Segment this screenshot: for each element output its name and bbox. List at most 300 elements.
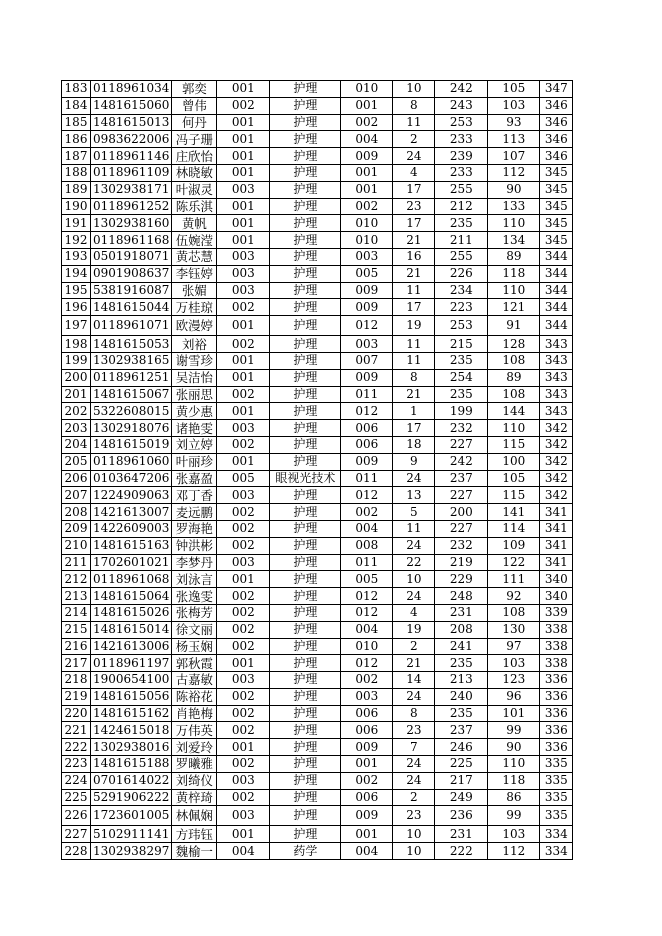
rank-cell: 218 xyxy=(62,672,91,689)
total-cell: 338 xyxy=(540,621,573,638)
seat-cell: 2 xyxy=(393,638,435,655)
name-cell: 麦远鹏 xyxy=(172,504,217,521)
major-cell: 护理 xyxy=(270,97,341,114)
seat-cell: 14 xyxy=(393,672,435,689)
major-cell: 护理 xyxy=(270,571,341,588)
room-cell: 004 xyxy=(341,131,393,148)
total-cell: 341 xyxy=(540,520,573,537)
score-b-cell: 118 xyxy=(488,265,540,282)
exam-id-cell: 1481615026 xyxy=(91,604,172,621)
room-cell: 009 xyxy=(341,148,393,165)
major-cell: 护理 xyxy=(270,369,341,386)
name-cell: 张逸雯 xyxy=(172,588,217,605)
exam-id-cell: 0118961109 xyxy=(91,164,172,181)
score-a-cell: 227 xyxy=(435,520,488,537)
rank-cell: 222 xyxy=(62,739,91,756)
total-cell: 340 xyxy=(540,588,573,605)
table-row xyxy=(62,148,573,165)
exam-id-cell: 0118961252 xyxy=(91,198,172,215)
score-b-cell: 113 xyxy=(488,131,540,148)
table-row xyxy=(62,688,573,705)
score-a-cell: 219 xyxy=(435,554,488,571)
exam-id-cell: 1302938165 xyxy=(91,352,172,369)
score-b-cell: 91 xyxy=(488,316,540,336)
total-cell: 344 xyxy=(540,316,573,336)
name-cell: 陈裕花 xyxy=(172,688,217,705)
total-cell: 347 xyxy=(540,81,573,98)
table-row xyxy=(62,705,573,722)
school-code-cell: 003 xyxy=(217,772,270,789)
name-cell: 张丽思 xyxy=(172,386,217,403)
major-cell: 护理 xyxy=(270,655,341,672)
room-cell: 010 xyxy=(341,81,393,98)
total-cell: 342 xyxy=(540,470,573,487)
rank-cell: 190 xyxy=(62,198,91,215)
seat-cell: 21 xyxy=(393,655,435,672)
room-cell: 010 xyxy=(341,232,393,249)
exam-id-cell: 1481615162 xyxy=(91,705,172,722)
major-cell: 护理 xyxy=(270,336,341,353)
score-a-cell: 254 xyxy=(435,369,488,386)
room-cell: 003 xyxy=(341,336,393,353)
name-cell: 冯子珊 xyxy=(172,131,217,148)
score-a-cell: 234 xyxy=(435,282,488,299)
total-cell: 336 xyxy=(540,705,573,722)
rank-cell: 206 xyxy=(62,470,91,487)
total-cell: 344 xyxy=(540,248,573,265)
total-cell: 341 xyxy=(540,537,573,554)
total-cell: 334 xyxy=(540,843,573,860)
name-cell: 诸艳雯 xyxy=(172,420,217,437)
name-cell: 黄梓琦 xyxy=(172,789,217,806)
school-code-cell: 003 xyxy=(217,420,270,437)
major-cell: 护理 xyxy=(270,688,341,705)
table-row xyxy=(62,826,573,843)
room-cell: 004 xyxy=(341,843,393,860)
major-cell: 护理 xyxy=(270,826,341,843)
room-cell: 009 xyxy=(341,453,393,470)
score-a-cell: 248 xyxy=(435,588,488,605)
name-cell: 张嘉盈 xyxy=(172,470,217,487)
name-cell: 庄欣怡 xyxy=(172,148,217,165)
table-row xyxy=(62,806,573,826)
room-cell: 004 xyxy=(341,621,393,638)
room-cell: 009 xyxy=(341,282,393,299)
seat-cell: 24 xyxy=(393,772,435,789)
rank-cell: 209 xyxy=(62,520,91,537)
score-a-cell: 255 xyxy=(435,248,488,265)
room-cell: 003 xyxy=(341,688,393,705)
name-cell: 黄少惠 xyxy=(172,403,217,420)
name-cell: 林晓敏 xyxy=(172,164,217,181)
major-cell: 护理 xyxy=(270,756,341,773)
score-b-cell: 93 xyxy=(488,114,540,131)
school-code-cell: 004 xyxy=(217,843,270,860)
score-a-cell: 249 xyxy=(435,789,488,806)
room-cell: 005 xyxy=(341,571,393,588)
table-row xyxy=(62,739,573,756)
school-code-cell: 003 xyxy=(217,487,270,504)
name-cell: 陈乐淇 xyxy=(172,198,217,215)
score-b-cell: 109 xyxy=(488,537,540,554)
major-cell: 护理 xyxy=(270,403,341,420)
seat-cell: 17 xyxy=(393,420,435,437)
school-code-cell: 001 xyxy=(217,215,270,232)
table-row xyxy=(62,369,573,386)
exam-id-cell: 1481615044 xyxy=(91,299,172,316)
total-cell: 343 xyxy=(540,386,573,403)
major-cell: 护理 xyxy=(270,81,341,98)
name-cell: 叶丽珍 xyxy=(172,453,217,470)
total-cell: 339 xyxy=(540,604,573,621)
table-row xyxy=(62,487,573,504)
seat-cell: 10 xyxy=(393,571,435,588)
table-row xyxy=(62,453,573,470)
total-cell: 346 xyxy=(540,97,573,114)
room-cell: 006 xyxy=(341,705,393,722)
major-cell: 护理 xyxy=(270,114,341,131)
rank-cell: 199 xyxy=(62,352,91,369)
score-a-cell: 232 xyxy=(435,537,488,554)
major-cell: 护理 xyxy=(270,672,341,689)
name-cell: 魏榆一 xyxy=(172,843,217,860)
seat-cell: 8 xyxy=(393,705,435,722)
name-cell: 万桂琼 xyxy=(172,299,217,316)
exam-id-cell: 0118961068 xyxy=(91,571,172,588)
seat-cell: 11 xyxy=(393,336,435,353)
seat-cell: 17 xyxy=(393,181,435,198)
exam-id-cell: 1224909063 xyxy=(91,487,172,504)
score-b-cell: 110 xyxy=(488,215,540,232)
room-cell: 001 xyxy=(341,164,393,181)
room-cell: 001 xyxy=(341,181,393,198)
score-a-cell: 242 xyxy=(435,81,488,98)
table-row xyxy=(62,114,573,131)
room-cell: 006 xyxy=(341,789,393,806)
table-row xyxy=(62,97,573,114)
rank-cell: 213 xyxy=(62,588,91,605)
seat-cell: 9 xyxy=(393,453,435,470)
table-row xyxy=(62,588,573,605)
room-cell: 002 xyxy=(341,504,393,521)
name-cell: 刘绮仪 xyxy=(172,772,217,789)
seat-cell: 19 xyxy=(393,316,435,336)
table-row xyxy=(62,722,573,739)
rank-cell: 224 xyxy=(62,772,91,789)
total-cell: 336 xyxy=(540,672,573,689)
school-code-cell: 002 xyxy=(217,520,270,537)
school-code-cell: 001 xyxy=(217,131,270,148)
exam-id-cell: 1723601005 xyxy=(91,806,172,826)
score-b-cell: 128 xyxy=(488,336,540,353)
rank-cell: 186 xyxy=(62,131,91,148)
score-b-cell: 89 xyxy=(488,369,540,386)
name-cell: 张梅芳 xyxy=(172,604,217,621)
rank-cell: 228 xyxy=(62,843,91,860)
total-cell: 343 xyxy=(540,336,573,353)
exam-id-cell: 1481615060 xyxy=(91,97,172,114)
school-code-cell: 001 xyxy=(217,826,270,843)
exam-id-cell: 0118961071 xyxy=(91,316,172,336)
name-cell: 罗曦雅 xyxy=(172,756,217,773)
major-cell: 护理 xyxy=(270,604,341,621)
exam-id-cell: 1302938016 xyxy=(91,739,172,756)
score-a-cell: 223 xyxy=(435,299,488,316)
seat-cell: 10 xyxy=(393,843,435,860)
room-cell: 012 xyxy=(341,403,393,420)
name-cell: 万伟英 xyxy=(172,722,217,739)
exam-id-cell: 1302938171 xyxy=(91,181,172,198)
major-cell: 护理 xyxy=(270,282,341,299)
seat-cell: 23 xyxy=(393,198,435,215)
school-code-cell: 001 xyxy=(217,81,270,98)
total-cell: 346 xyxy=(540,114,573,131)
score-a-cell: 235 xyxy=(435,386,488,403)
table-row xyxy=(62,420,573,437)
total-cell: 345 xyxy=(540,215,573,232)
score-a-cell: 237 xyxy=(435,470,488,487)
score-table-body xyxy=(62,81,573,860)
room-cell: 008 xyxy=(341,537,393,554)
school-code-cell: 003 xyxy=(217,672,270,689)
table-row xyxy=(62,352,573,369)
exam-id-cell: 0118961251 xyxy=(91,369,172,386)
table-row xyxy=(62,772,573,789)
room-cell: 002 xyxy=(341,672,393,689)
rank-cell: 195 xyxy=(62,282,91,299)
exam-id-cell: 0118961197 xyxy=(91,655,172,672)
seat-cell: 7 xyxy=(393,739,435,756)
table-row xyxy=(62,181,573,198)
seat-cell: 5 xyxy=(393,504,435,521)
score-b-cell: 110 xyxy=(488,756,540,773)
name-cell: 黄帆 xyxy=(172,215,217,232)
score-a-cell: 215 xyxy=(435,336,488,353)
exam-id-cell: 1422609003 xyxy=(91,520,172,537)
table-row xyxy=(62,198,573,215)
major-cell: 护理 xyxy=(270,131,341,148)
school-code-cell: 002 xyxy=(217,299,270,316)
seat-cell: 8 xyxy=(393,97,435,114)
seat-cell: 23 xyxy=(393,722,435,739)
major-cell: 护理 xyxy=(270,164,341,181)
rank-cell: 207 xyxy=(62,487,91,504)
table-row xyxy=(62,336,573,353)
room-cell: 002 xyxy=(341,198,393,215)
total-cell: 340 xyxy=(540,571,573,588)
major-cell: 护理 xyxy=(270,739,341,756)
school-code-cell: 002 xyxy=(217,722,270,739)
room-cell: 011 xyxy=(341,386,393,403)
major-cell: 护理 xyxy=(270,554,341,571)
room-cell: 012 xyxy=(341,588,393,605)
total-cell: 344 xyxy=(540,282,573,299)
score-a-cell: 253 xyxy=(435,316,488,336)
score-b-cell: 121 xyxy=(488,299,540,316)
total-cell: 342 xyxy=(540,487,573,504)
table-row xyxy=(62,299,573,316)
exam-id-cell: 0701614022 xyxy=(91,772,172,789)
room-cell: 005 xyxy=(341,265,393,282)
score-b-cell: 90 xyxy=(488,181,540,198)
major-cell: 护理 xyxy=(270,722,341,739)
room-cell: 011 xyxy=(341,554,393,571)
seat-cell: 18 xyxy=(393,436,435,453)
school-code-cell: 002 xyxy=(217,756,270,773)
seat-cell: 17 xyxy=(393,215,435,232)
rank-cell: 215 xyxy=(62,621,91,638)
total-cell: 342 xyxy=(540,453,573,470)
score-a-cell: 200 xyxy=(435,504,488,521)
major-cell: 护理 xyxy=(270,436,341,453)
score-a-cell: 233 xyxy=(435,131,488,148)
score-b-cell: 103 xyxy=(488,97,540,114)
rank-cell: 200 xyxy=(62,369,91,386)
seat-cell: 4 xyxy=(393,164,435,181)
name-cell: 叶淑灵 xyxy=(172,181,217,198)
score-a-cell: 222 xyxy=(435,843,488,860)
score-a-cell: 225 xyxy=(435,756,488,773)
exam-id-cell: 5322608015 xyxy=(91,403,172,420)
score-a-cell: 243 xyxy=(435,97,488,114)
school-code-cell: 001 xyxy=(217,352,270,369)
rank-cell: 211 xyxy=(62,554,91,571)
table-row xyxy=(62,282,573,299)
exam-id-cell: 1424615018 xyxy=(91,722,172,739)
room-cell: 009 xyxy=(341,369,393,386)
total-cell: 343 xyxy=(540,352,573,369)
exam-id-cell: 1481615067 xyxy=(91,386,172,403)
exam-id-cell: 1481615056 xyxy=(91,688,172,705)
school-code-cell: 002 xyxy=(217,588,270,605)
score-b-cell: 144 xyxy=(488,403,540,420)
rank-cell: 183 xyxy=(62,81,91,98)
total-cell: 346 xyxy=(540,131,573,148)
rank-cell: 189 xyxy=(62,181,91,198)
major-cell: 护理 xyxy=(270,299,341,316)
table-row xyxy=(62,386,573,403)
score-a-cell: 208 xyxy=(435,621,488,638)
exam-id-cell: 0118961168 xyxy=(91,232,172,249)
score-b-cell: 97 xyxy=(488,638,540,655)
total-cell: 345 xyxy=(540,232,573,249)
exam-id-cell: 0103647206 xyxy=(91,470,172,487)
score-b-cell: 118 xyxy=(488,772,540,789)
rank-cell: 201 xyxy=(62,386,91,403)
school-code-cell: 002 xyxy=(217,638,270,655)
score-a-cell: 232 xyxy=(435,420,488,437)
exam-id-cell: 0118961034 xyxy=(91,81,172,98)
seat-cell: 10 xyxy=(393,81,435,98)
exam-id-cell: 1302938297 xyxy=(91,843,172,860)
total-cell: 345 xyxy=(540,181,573,198)
school-code-cell: 001 xyxy=(217,198,270,215)
total-cell: 346 xyxy=(540,148,573,165)
exam-id-cell: 5381916087 xyxy=(91,282,172,299)
exam-id-cell: 0501918071 xyxy=(91,248,172,265)
name-cell: 伍婉滢 xyxy=(172,232,217,249)
seat-cell: 24 xyxy=(393,688,435,705)
rank-cell: 204 xyxy=(62,436,91,453)
school-code-cell: 001 xyxy=(217,655,270,672)
name-cell: 刘泳言 xyxy=(172,571,217,588)
name-cell: 李梦丹 xyxy=(172,554,217,571)
name-cell: 方玮钰 xyxy=(172,826,217,843)
major-cell: 护理 xyxy=(270,265,341,282)
school-code-cell: 001 xyxy=(217,148,270,165)
rank-cell: 193 xyxy=(62,248,91,265)
seat-cell: 24 xyxy=(393,537,435,554)
total-cell: 335 xyxy=(540,772,573,789)
score-a-cell: 241 xyxy=(435,638,488,655)
total-cell: 338 xyxy=(540,638,573,655)
room-cell: 010 xyxy=(341,638,393,655)
name-cell: 张媚 xyxy=(172,282,217,299)
school-code-cell: 003 xyxy=(217,554,270,571)
seat-cell: 19 xyxy=(393,621,435,638)
rank-cell: 188 xyxy=(62,164,91,181)
score-b-cell: 134 xyxy=(488,232,540,249)
score-b-cell: 123 xyxy=(488,672,540,689)
score-a-cell: 212 xyxy=(435,198,488,215)
exam-id-cell: 1481615014 xyxy=(91,621,172,638)
rank-cell: 219 xyxy=(62,688,91,705)
name-cell: 肖艳梅 xyxy=(172,705,217,722)
exam-id-cell: 0118961060 xyxy=(91,453,172,470)
room-cell: 012 xyxy=(341,487,393,504)
major-cell: 护理 xyxy=(270,588,341,605)
exam-id-cell: 1421613007 xyxy=(91,504,172,521)
name-cell: 李钰婷 xyxy=(172,265,217,282)
seat-cell: 21 xyxy=(393,265,435,282)
seat-cell: 4 xyxy=(393,604,435,621)
score-a-cell: 217 xyxy=(435,772,488,789)
name-cell: 林佩娴 xyxy=(172,806,217,826)
name-cell: 曾伟 xyxy=(172,97,217,114)
seat-cell: 21 xyxy=(393,386,435,403)
table-row xyxy=(62,232,573,249)
exam-id-cell: 1702601021 xyxy=(91,554,172,571)
seat-cell: 11 xyxy=(393,520,435,537)
room-cell: 010 xyxy=(341,215,393,232)
rank-cell: 203 xyxy=(62,420,91,437)
score-b-cell: 112 xyxy=(488,843,540,860)
seat-cell: 8 xyxy=(393,369,435,386)
seat-cell: 24 xyxy=(393,470,435,487)
school-code-cell: 002 xyxy=(217,436,270,453)
name-cell: 罗海艳 xyxy=(172,520,217,537)
school-code-cell: 002 xyxy=(217,604,270,621)
exam-id-cell: 0983622006 xyxy=(91,131,172,148)
score-b-cell: 103 xyxy=(488,655,540,672)
total-cell: 341 xyxy=(540,504,573,521)
score-b-cell: 114 xyxy=(488,520,540,537)
score-b-cell: 111 xyxy=(488,571,540,588)
score-b-cell: 99 xyxy=(488,722,540,739)
major-cell: 护理 xyxy=(270,806,341,826)
major-cell: 护理 xyxy=(270,453,341,470)
score-b-cell: 108 xyxy=(488,604,540,621)
rank-cell: 221 xyxy=(62,722,91,739)
major-cell: 护理 xyxy=(270,248,341,265)
rank-cell: 192 xyxy=(62,232,91,249)
total-cell: 341 xyxy=(540,554,573,571)
total-cell: 336 xyxy=(540,722,573,739)
name-cell: 郭奕 xyxy=(172,81,217,98)
score-a-cell: 229 xyxy=(435,571,488,588)
seat-cell: 2 xyxy=(393,131,435,148)
major-cell: 护理 xyxy=(270,772,341,789)
